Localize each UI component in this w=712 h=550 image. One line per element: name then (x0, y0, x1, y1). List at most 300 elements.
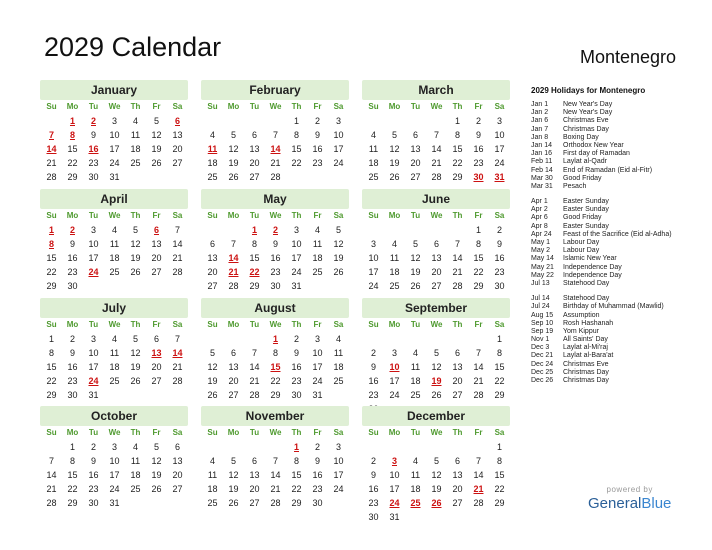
brand-general: General (588, 495, 642, 512)
weekday-label: Mo (66, 320, 79, 329)
weekday-label: Tu (410, 102, 421, 111)
day: 23 (291, 376, 302, 386)
empty-day (447, 332, 468, 346)
day: 24 (494, 158, 505, 168)
day: 19 (431, 484, 442, 494)
day: 9 (90, 130, 96, 140)
holiday-date: May 2 (531, 247, 551, 255)
day: 22 (473, 267, 484, 277)
day: 1 (454, 116, 460, 126)
weekday-label: Tu (410, 428, 421, 437)
holiday-date: Jul 13 (531, 279, 550, 287)
weekday-label: Fr (474, 320, 483, 329)
day: 26 (151, 158, 162, 168)
holiday-date: May 1 (531, 239, 551, 246)
day: 15 (67, 144, 78, 154)
day: 1 (69, 442, 75, 452)
day: 17 (312, 362, 323, 372)
day: 5 (209, 348, 215, 358)
weekday-label: Su (46, 102, 57, 111)
holiday-row (531, 150, 706, 158)
weekday-label: We (108, 428, 121, 437)
day: 4 (132, 442, 138, 452)
empty-day (363, 332, 384, 346)
day: 25 (207, 172, 218, 182)
day: 25 (130, 158, 141, 168)
day: 23 (88, 484, 99, 494)
day: 26 (410, 281, 421, 291)
month-name: November (201, 406, 349, 426)
day: 3 (335, 116, 341, 126)
day: 26 (207, 390, 218, 400)
empty-day (384, 223, 405, 237)
empty-day (41, 114, 62, 128)
weekday-label: Sa (333, 102, 344, 111)
day: 17 (333, 144, 344, 154)
empty-day (223, 440, 244, 454)
day: 12 (130, 348, 141, 358)
holiday-date: May 22 (531, 271, 554, 279)
day: 29 (46, 390, 57, 400)
weekday-label: Fr (474, 428, 483, 437)
day: 13 (249, 144, 260, 154)
holiday-day: 16 (88, 144, 99, 154)
holiday-name: Rosh Hashanah (563, 319, 614, 327)
empty-day (223, 114, 244, 128)
day: 16 (473, 144, 484, 154)
day: 13 (172, 456, 183, 466)
day: 19 (228, 158, 239, 168)
holiday-day: 24 (88, 267, 99, 277)
holiday-name: Assumption (563, 311, 600, 319)
day: 22 (291, 158, 302, 168)
month-name: January (40, 80, 188, 100)
holiday-day: 3 (391, 456, 397, 466)
day: 27 (249, 498, 260, 508)
weekday-label: Sa (172, 102, 183, 111)
holiday-date: Jan 7 (531, 125, 549, 133)
month-days-grid (41, 426, 188, 510)
day: 22 (452, 158, 463, 168)
holiday-date: Apr 24 (531, 230, 552, 238)
empty-day (426, 332, 447, 346)
day: 17 (389, 376, 400, 386)
empty-day (405, 440, 426, 454)
month-11 (362, 406, 510, 524)
holiday-row (531, 255, 706, 263)
day: 19 (410, 267, 421, 277)
day: 29 (67, 172, 78, 182)
day: 14 (270, 470, 281, 480)
day: 6 (209, 239, 215, 249)
day: 22 (291, 484, 302, 494)
day: 7 (475, 456, 481, 466)
day: 24 (291, 267, 302, 277)
day: 20 (249, 484, 260, 494)
day: 23 (67, 376, 78, 386)
holiday-day: 26 (431, 498, 442, 508)
day: 1 (293, 116, 299, 126)
day: 21 (172, 362, 183, 372)
day: 20 (172, 470, 183, 480)
holiday-name: All Saints' Day (563, 336, 608, 344)
day: 13 (452, 470, 463, 480)
empty-day (405, 223, 426, 237)
day: 20 (228, 376, 239, 386)
day: 31 (312, 390, 323, 400)
weekday-label: Su (207, 211, 218, 220)
day: 27 (249, 172, 260, 182)
day: 14 (473, 362, 484, 372)
day: 8 (475, 239, 481, 249)
weekday-label: Th (130, 102, 141, 111)
weekday-label: Fr (313, 428, 322, 437)
weekday-label: Fr (313, 320, 322, 329)
day: 21 (473, 376, 484, 386)
day: 10 (333, 456, 344, 466)
day: 3 (90, 334, 96, 344)
day: 28 (473, 498, 484, 508)
day: 22 (46, 267, 57, 277)
holiday-date: Jul 24 (531, 303, 550, 311)
day: 27 (207, 281, 218, 291)
weekday-label: Su (46, 428, 57, 437)
empty-day (265, 440, 286, 454)
empty-day (363, 114, 384, 128)
holiday-day: 8 (48, 239, 54, 249)
empty-day (202, 332, 223, 346)
day: 13 (207, 253, 218, 263)
weekday-label: Th (291, 211, 302, 220)
month-name: August (201, 298, 349, 318)
day: 19 (130, 362, 141, 372)
day: 12 (228, 144, 239, 154)
day: 5 (433, 456, 439, 466)
day: 11 (130, 456, 141, 466)
day: 19 (130, 253, 141, 263)
holiday-name: Easter Sunday (563, 198, 609, 206)
day: 29 (46, 281, 57, 291)
day: 12 (410, 253, 421, 263)
weekday-label: Th (130, 211, 141, 220)
month-6 (40, 298, 188, 402)
day: 4 (370, 130, 376, 140)
empty-day (426, 223, 447, 237)
holiday-day: 1 (251, 225, 257, 235)
weekday-label: We (108, 211, 121, 220)
month-name: October (40, 406, 188, 426)
weekday-label: Sa (333, 211, 344, 220)
day: 16 (270, 253, 281, 263)
weekday-label: Sa (333, 428, 344, 437)
day: 11 (109, 348, 120, 358)
holiday-row (531, 312, 706, 320)
weekday-label: We (430, 428, 443, 437)
holiday-day: 14 (172, 348, 183, 358)
day: 9 (69, 348, 75, 358)
holiday-row (531, 264, 706, 272)
day: 18 (130, 144, 141, 154)
holiday-row (531, 117, 706, 125)
holiday-day: 6 (174, 116, 180, 126)
day: 8 (496, 456, 502, 466)
day: 24 (333, 484, 344, 494)
day: 24 (109, 484, 120, 494)
day: 10 (389, 470, 400, 480)
empty-day (265, 114, 286, 128)
day: 17 (291, 253, 302, 263)
day: 28 (270, 172, 281, 182)
weekday-label: Su (46, 211, 57, 220)
holiday-day: 1 (293, 442, 299, 452)
month-9 (40, 406, 188, 510)
empty-day (202, 440, 223, 454)
holiday-row (531, 369, 706, 377)
day: 21 (431, 158, 442, 168)
holiday-name: Orthodox New Year (563, 141, 624, 149)
holiday-day: 25 (410, 498, 421, 508)
holiday-row (531, 239, 706, 247)
day: 14 (46, 470, 57, 480)
day: 24 (333, 158, 344, 168)
day: 30 (270, 281, 281, 291)
country-name: Montenegro (580, 47, 677, 67)
holiday-day: 19 (431, 376, 442, 386)
month-days-grid (41, 209, 188, 293)
holiday-name: Boxing Day (563, 133, 599, 141)
day: 29 (67, 498, 78, 508)
day: 29 (452, 172, 463, 182)
month-0 (40, 80, 188, 184)
day: 8 (293, 456, 299, 466)
day: 16 (67, 362, 78, 372)
weekday-label: Th (452, 102, 463, 111)
weekday-label: Th (452, 211, 463, 220)
day: 12 (151, 130, 162, 140)
day: 23 (368, 498, 379, 508)
month-4 (201, 189, 349, 293)
day: 30 (494, 281, 505, 291)
day: 2 (370, 348, 376, 358)
holiday-row (531, 175, 706, 183)
month-name: July (40, 298, 188, 318)
holiday-date: May 21 (531, 263, 554, 271)
day: 7 (272, 130, 278, 140)
holiday-day: 1 (69, 116, 75, 126)
holiday-day: 30 (473, 172, 484, 182)
holiday-date: Mar 30 (531, 174, 553, 182)
weekday-label: Su (46, 320, 57, 329)
day: 12 (130, 239, 141, 249)
day: 2 (475, 116, 481, 126)
month-3 (40, 189, 188, 293)
day: 31 (389, 512, 400, 522)
day: 22 (46, 376, 57, 386)
month-name: April (40, 189, 188, 209)
day: 10 (312, 348, 323, 358)
day: 5 (391, 130, 397, 140)
day: 19 (333, 253, 344, 263)
day: 25 (410, 390, 421, 400)
day: 16 (88, 470, 99, 480)
weekday-label: Sa (333, 320, 344, 329)
empty-day (468, 332, 489, 346)
day: 19 (389, 158, 400, 168)
weekday-label: We (108, 102, 121, 111)
holiday-date: Jul 14 (531, 295, 550, 303)
month-days-grid (363, 426, 510, 524)
weekday-label: Fr (313, 211, 322, 220)
holiday-name: New Year's Day (563, 101, 613, 108)
holiday-day: 1 (48, 225, 54, 235)
day: 25 (130, 484, 141, 494)
day: 9 (293, 348, 299, 358)
holiday-date: Jan 16 (531, 150, 553, 158)
day: 8 (251, 239, 257, 249)
empty-day (363, 440, 384, 454)
day: 7 (48, 456, 54, 466)
empty-day (384, 440, 405, 454)
day: 21 (270, 158, 281, 168)
day: 23 (312, 158, 323, 168)
holiday-name: Birthday of Muhammad (Mawlid) (563, 303, 664, 311)
day: 8 (454, 130, 460, 140)
holiday-day: 22 (249, 267, 260, 277)
day: 20 (452, 484, 463, 494)
day: 18 (410, 484, 421, 494)
weekday-label: Th (130, 428, 141, 437)
day: 5 (230, 130, 236, 140)
weekday-label: Th (452, 428, 463, 437)
holiday-date: Apr 8 (531, 222, 548, 230)
empty-day (384, 332, 405, 346)
empty-day (426, 114, 447, 128)
day: 18 (368, 158, 379, 168)
day: 6 (433, 239, 439, 249)
day: 11 (410, 470, 421, 480)
day: 6 (153, 334, 159, 344)
day: 2 (293, 334, 299, 344)
holiday-day: 14 (46, 144, 57, 154)
day: 6 (174, 442, 180, 452)
day: 4 (111, 225, 117, 235)
empty-day (363, 223, 384, 237)
day: 4 (132, 116, 138, 126)
day: 20 (207, 267, 218, 277)
day: 29 (494, 498, 505, 508)
day: 15 (452, 144, 463, 154)
day: 18 (109, 253, 120, 263)
weekday-label: Tu (410, 211, 421, 220)
day: 13 (172, 130, 183, 140)
day: 14 (249, 362, 260, 372)
day: 20 (410, 158, 421, 168)
day: 15 (291, 144, 302, 154)
month-name: March (362, 80, 510, 100)
empty-day (202, 223, 223, 237)
day: 25 (109, 267, 120, 277)
weekday-label: Sa (494, 102, 505, 111)
day: 18 (389, 267, 400, 277)
month-days-grid (202, 100, 349, 184)
day: 9 (496, 239, 502, 249)
holiday-date: Apr 2 (531, 206, 548, 214)
holiday-day: 15 (270, 362, 281, 372)
day: 16 (67, 253, 78, 263)
day: 19 (228, 484, 239, 494)
day: 18 (312, 253, 323, 263)
day: 29 (291, 498, 302, 508)
holiday-date: Dec 21 (531, 352, 554, 360)
day: 30 (291, 390, 302, 400)
holiday-name: Labour Day (563, 239, 600, 246)
day: 5 (412, 239, 418, 249)
month-5 (362, 189, 510, 293)
day: 4 (314, 225, 320, 235)
day: 1 (475, 225, 481, 235)
day: 10 (109, 130, 120, 140)
day: 6 (251, 130, 257, 140)
weekday-label: Tu (249, 428, 260, 437)
day: 24 (109, 158, 120, 168)
weekday-label: Th (130, 320, 141, 329)
day: 11 (109, 239, 120, 249)
day: 29 (473, 281, 484, 291)
day: 28 (249, 390, 260, 400)
holiday-name: Laylat al-Qadr (563, 158, 607, 166)
day: 20 (249, 158, 260, 168)
day: 9 (314, 130, 320, 140)
day: 5 (433, 348, 439, 358)
holidays-list (531, 101, 706, 385)
holiday-date: May 14 (531, 255, 554, 263)
day: 22 (67, 484, 78, 494)
day: 3 (111, 442, 117, 452)
empty-day (447, 440, 468, 454)
day: 15 (473, 253, 484, 263)
day: 6 (412, 130, 418, 140)
day: 21 (249, 376, 260, 386)
weekday-label: Fr (474, 211, 483, 220)
holiday-date: Apr 6 (531, 214, 548, 222)
day: 15 (249, 253, 260, 263)
day: 3 (391, 348, 397, 358)
day: 13 (452, 362, 463, 372)
day: 10 (88, 348, 99, 358)
day: 3 (90, 225, 96, 235)
weekday-label: Tu (249, 320, 260, 329)
holiday-day: 14 (270, 144, 281, 154)
day: 31 (88, 390, 99, 400)
day: 17 (109, 470, 120, 480)
empty-day (405, 114, 426, 128)
holiday-row (531, 198, 706, 206)
holiday-row (531, 223, 706, 231)
day: 31 (109, 172, 120, 182)
day: 18 (109, 362, 120, 372)
holiday-name: Good Friday (563, 214, 602, 222)
month-days-grid (363, 318, 510, 416)
weekday-label: We (430, 211, 443, 220)
day: 3 (293, 225, 299, 235)
holiday-row (531, 134, 706, 142)
month-name: September (362, 298, 510, 318)
day: 21 (46, 158, 57, 168)
weekday-label: We (269, 320, 282, 329)
day: 10 (368, 253, 379, 263)
day: 26 (130, 376, 141, 386)
month-days-grid (202, 318, 349, 402)
